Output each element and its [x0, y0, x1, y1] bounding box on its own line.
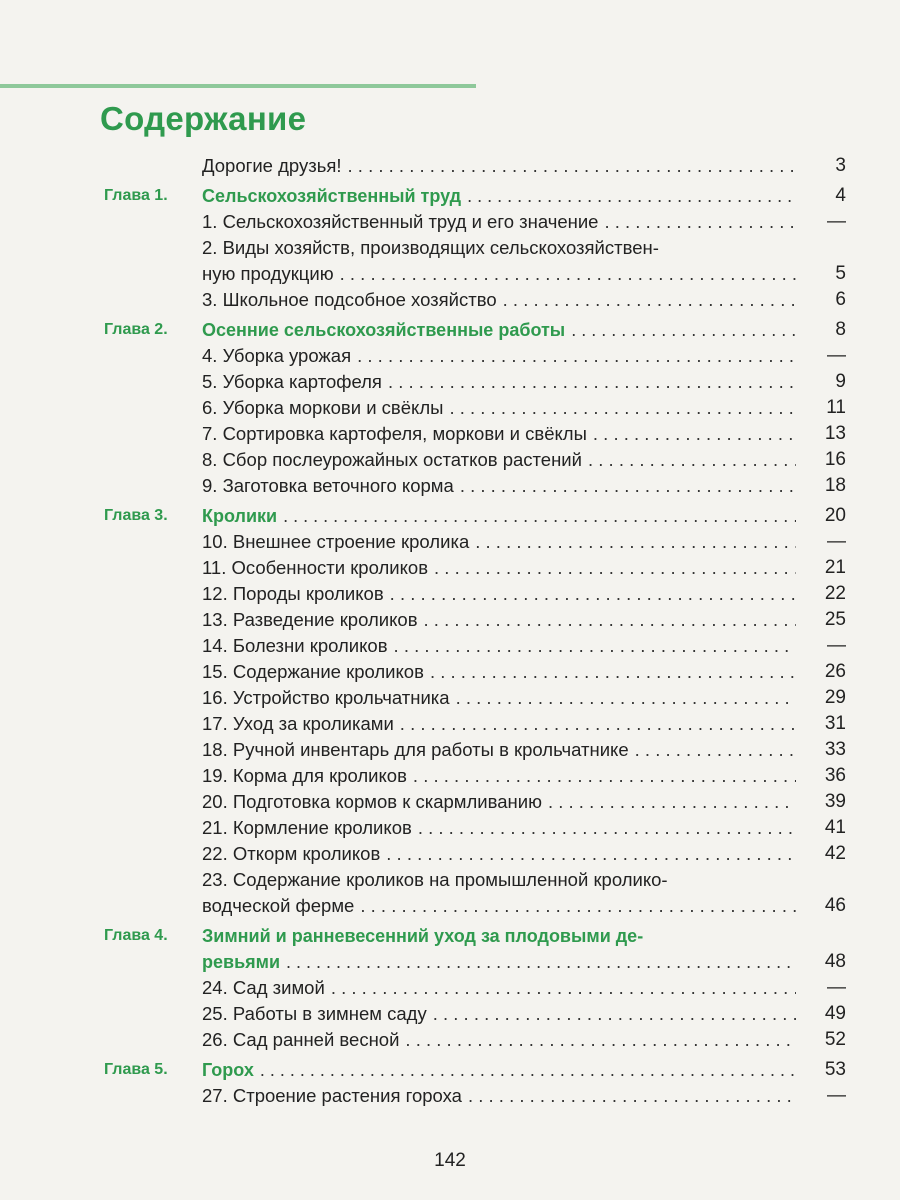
toc-entry[interactable] — [0, 659, 900, 685]
leader-dots — [571, 317, 796, 343]
table-of-contents — [0, 153, 900, 1109]
chapter-title: Горох — [202, 1060, 254, 1080]
page-number: 4 — [835, 185, 846, 206]
toc-entry[interactable] — [0, 607, 900, 633]
entry-text: 8. Сбор послеурожайных остатков растений — [202, 449, 582, 470]
chapter-title: ревьями — [202, 952, 281, 972]
chapter-label: Глава 4. — [104, 927, 168, 944]
entry-text: 9. Заготовка веточного корма — [202, 475, 454, 496]
toc-entry[interactable] — [0, 815, 900, 841]
page-number: 46 — [824, 895, 846, 916]
page-number: 22 — [824, 583, 846, 604]
leader-dots — [340, 261, 796, 287]
page-number: 36 — [824, 765, 846, 786]
entry-text: 26. Сад ранней весной — [202, 1029, 400, 1050]
toc-entry[interactable] — [0, 395, 900, 421]
entry-text: 21. Кормление кроликов — [202, 817, 412, 838]
leader-dots — [635, 737, 796, 763]
page-number: 16 — [824, 449, 846, 470]
page-number: — — [827, 1085, 846, 1106]
page-number: 8 — [835, 319, 846, 340]
page-number: 5 — [835, 263, 846, 284]
page-number: 6 — [835, 289, 846, 310]
leader-dots — [593, 421, 796, 447]
toc-entry[interactable] — [0, 421, 900, 447]
leader-dots — [460, 473, 796, 499]
chapter-title: Сельскохозяйственный труд — [202, 186, 462, 206]
leader-dots — [588, 447, 796, 473]
toc-chapter-4-cont[interactable] — [0, 949, 900, 975]
leader-dots — [386, 841, 796, 867]
leader-dots — [418, 815, 796, 841]
entry-text: 18. Ручной инвентарь для работы в крольчатнике — [202, 739, 629, 760]
leader-dots — [360, 893, 796, 919]
entry-text: 1. Сельскохозяйственный труд и его значение — [202, 211, 599, 232]
page-number: 48 — [824, 951, 846, 972]
page-number: 42 — [824, 843, 846, 864]
toc-entry[interactable] — [0, 261, 900, 287]
toc-entry-line[interactable] — [0, 867, 900, 893]
toc-chapter-2[interactable] — [0, 317, 900, 343]
chapter-label: Глава 2. — [104, 321, 168, 338]
toc-entry[interactable] — [0, 893, 900, 919]
leader-dots — [434, 555, 796, 581]
entry-text: 20. Подготовка кормов к скармливанию — [202, 791, 542, 812]
toc-entry[interactable] — [0, 343, 900, 369]
page-number: 13 — [824, 423, 846, 444]
chapter-label: Глава 5. — [104, 1061, 168, 1078]
toc-chapter-5[interactable] — [0, 1057, 900, 1083]
toc-chapter-1[interactable] — [0, 183, 900, 209]
page-number: 9 — [835, 371, 846, 392]
toc-entry[interactable] — [0, 737, 900, 763]
leader-dots — [357, 343, 796, 369]
chapter-title: Зимний и ранневесенний уход за плодовыми де- — [202, 926, 644, 946]
header-rule — [0, 84, 476, 88]
toc-entry[interactable] — [0, 555, 900, 581]
leader-dots — [424, 607, 796, 633]
leader-dots — [449, 395, 796, 421]
toc-entry-intro[interactable] — [0, 153, 900, 179]
page-number: 25 — [824, 609, 846, 630]
leader-dots — [430, 659, 796, 685]
toc-entry[interactable] — [0, 473, 900, 499]
page-title: Содержание — [100, 100, 307, 137]
page-number: 52 — [824, 1029, 846, 1050]
entry-text: 5. Уборка картофеля — [202, 371, 382, 392]
leader-dots — [433, 1001, 796, 1027]
toc-entry[interactable] — [0, 369, 900, 395]
page-number: 29 — [824, 687, 846, 708]
toc-entry[interactable] — [0, 633, 900, 659]
page-number: — — [827, 977, 846, 998]
toc-entry[interactable] — [0, 1027, 900, 1053]
page-number: 41 — [824, 817, 846, 838]
entry-text: 27. Строение растения гороха — [202, 1085, 462, 1106]
page-number: 49 — [824, 1003, 846, 1024]
page-number: — — [827, 211, 846, 232]
toc-entry[interactable] — [0, 975, 900, 1001]
page-number: — — [827, 345, 846, 366]
entry-text: 23. Содержание кроликов на промышленной кролико- — [202, 869, 668, 890]
entry-text: 16. Устройство крольчатника — [202, 687, 450, 708]
page-number: 20 — [824, 505, 846, 526]
page-number: 26 — [824, 661, 846, 682]
entry-text: 14. Болезни кроликов — [202, 635, 388, 656]
leader-dots — [286, 949, 796, 975]
leader-dots — [475, 529, 796, 555]
toc-entry[interactable] — [0, 209, 900, 235]
toc-entry[interactable] — [0, 1001, 900, 1027]
toc-entry[interactable] — [0, 1083, 900, 1109]
page-number: 53 — [824, 1059, 846, 1080]
entry-text: 6. Уборка моркови и свёклы — [202, 397, 444, 418]
toc-entry[interactable] — [0, 711, 900, 737]
leader-dots — [400, 711, 796, 737]
entry-text: 22. Откорм кроликов — [202, 843, 381, 864]
entry-text: 17. Уход за кроликами — [202, 713, 394, 734]
page-number: 39 — [824, 791, 846, 812]
page-number: — — [827, 635, 846, 656]
page-number: — — [827, 531, 846, 552]
entry-text: 25. Работы в зимнем саду — [202, 1003, 427, 1024]
entry-text: 24. Сад зимой — [202, 977, 325, 998]
leader-dots — [456, 685, 796, 711]
chapter-label: Глава 3. — [104, 507, 168, 524]
leader-dots — [468, 1083, 796, 1109]
chapter-label: Глава 1. — [104, 187, 168, 204]
entry-text: 13. Разведение кроликов — [202, 609, 418, 630]
leader-dots — [388, 369, 796, 395]
toc-chapter-4[interactable] — [0, 923, 900, 949]
leader-dots — [503, 287, 796, 313]
toc-entry[interactable] — [0, 685, 900, 711]
chapter-title: Кролики — [202, 506, 278, 526]
toc-entry[interactable] — [0, 581, 900, 607]
entry-text: 15. Содержание кроликов — [202, 661, 424, 682]
leader-dots — [405, 1027, 796, 1053]
footer-page-number: 142 — [434, 1150, 466, 1171]
toc-entry[interactable] — [0, 529, 900, 555]
entry-text: 19. Корма для кроликов — [202, 765, 407, 786]
leader-dots — [604, 209, 796, 235]
entry-text: Дорогие друзья! — [202, 155, 342, 176]
entry-text: 10. Внешнее строение кролика — [202, 531, 470, 552]
page-number: 31 — [824, 713, 846, 734]
leader-dots — [348, 153, 796, 179]
entry-text: 11. Особенности кроликов — [202, 557, 429, 578]
page-number: 33 — [824, 739, 846, 760]
toc-entry[interactable] — [0, 789, 900, 815]
entry-text: 7. Сортировка картофеля, моркови и свёклы — [202, 423, 587, 444]
toc-entry[interactable] — [0, 841, 900, 867]
entry-text: ную продукцию — [202, 263, 334, 284]
toc-entry[interactable] — [0, 287, 900, 313]
leader-dots — [283, 503, 796, 529]
page-number: 11 — [826, 397, 846, 418]
entry-text: 2. Виды хозяйств, производящих сельскохозяйствен- — [202, 237, 659, 258]
entry-text: 3. Школьное подсобное хозяйство — [202, 289, 497, 310]
page-number: 3 — [835, 155, 846, 176]
toc-chapter-3[interactable] — [0, 503, 900, 529]
leader-dots — [390, 581, 796, 607]
entry-text: водческой ферме — [202, 895, 355, 916]
leader-dots — [260, 1057, 796, 1083]
leader-dots — [467, 183, 796, 209]
entry-text: 12. Породы кроликов — [202, 583, 384, 604]
page-number: 21 — [824, 557, 846, 578]
page-number: 18 — [824, 475, 846, 496]
leader-dots — [548, 789, 796, 815]
toc-entry[interactable] — [0, 447, 900, 473]
leader-dots — [413, 763, 796, 789]
entry-text: 4. Уборка урожая — [202, 345, 352, 366]
toc-entry[interactable] — [0, 763, 900, 789]
leader-dots — [331, 975, 796, 1001]
leader-dots — [394, 633, 796, 659]
toc-entry-line[interactable] — [0, 235, 900, 261]
chapter-title: Осенние сельскохозяйственные работы — [202, 320, 566, 340]
